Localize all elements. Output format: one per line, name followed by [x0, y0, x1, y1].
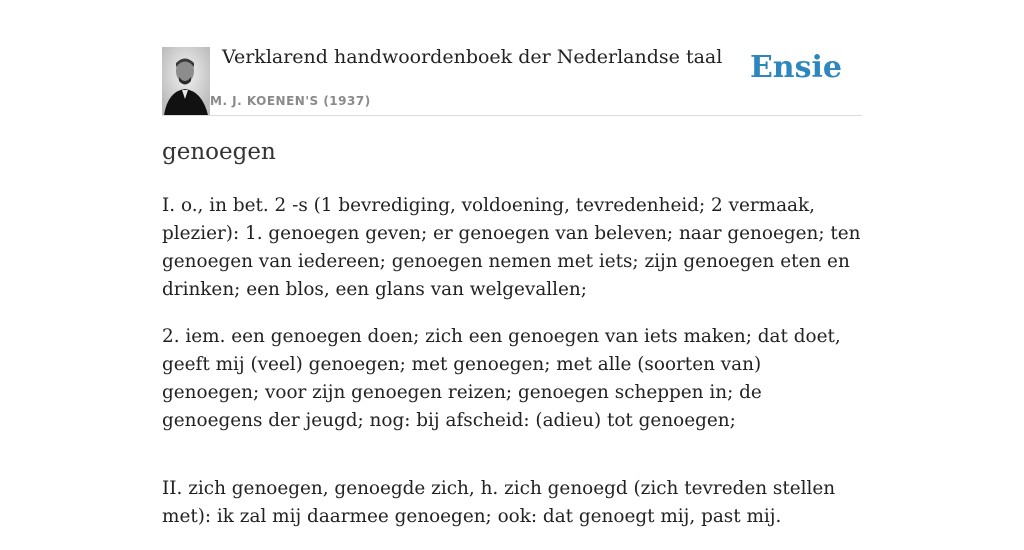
dictionary-author: M. J. KOENEN'S (1937)	[210, 94, 371, 108]
definition-paragraph: II. zich genoegen, genoegde zich, h. zich genoegd (zich tevreden stellen met): ik zal mij daarmee genoegen; ook: dat genoegt mij, past mij.	[162, 478, 836, 527]
definition-paragraph: I. o., in bet. 2 -s (1 bevrediging, voldoening, tevredenheid; 2 vermaak, plezier): 1. genoegen geven; er genoegen van beleven; naar genoegen; ten genoegen van iedereen; genoegen nemen met iets; zijn genoegen eten en drinken; een blos, een glans van welgevallen;	[162, 195, 861, 300]
entry-headword: genoegen	[162, 139, 276, 165]
author-portrait-icon	[162, 47, 210, 115]
definition-paragraph: 2. iem. een genoegen doen; zich een genoegen van iets maken; dat doet, geeft mij (veel) genoegen; met genoegen; met alle (soorten van) genoegen; voor zijn genoegen reizen; genoegen scheppen in; de genoegens der jeugd; nog: bij afscheid: (adieu) tot genoegen;	[162, 326, 841, 431]
dictionary-title: Verklarend handwoordenboek der Nederlandse taal	[222, 46, 723, 68]
ensie-logo-link[interactable]: Ensie	[749, 50, 842, 85]
entry-definition	[162, 192, 862, 550]
dictionary-header	[162, 40, 862, 116]
